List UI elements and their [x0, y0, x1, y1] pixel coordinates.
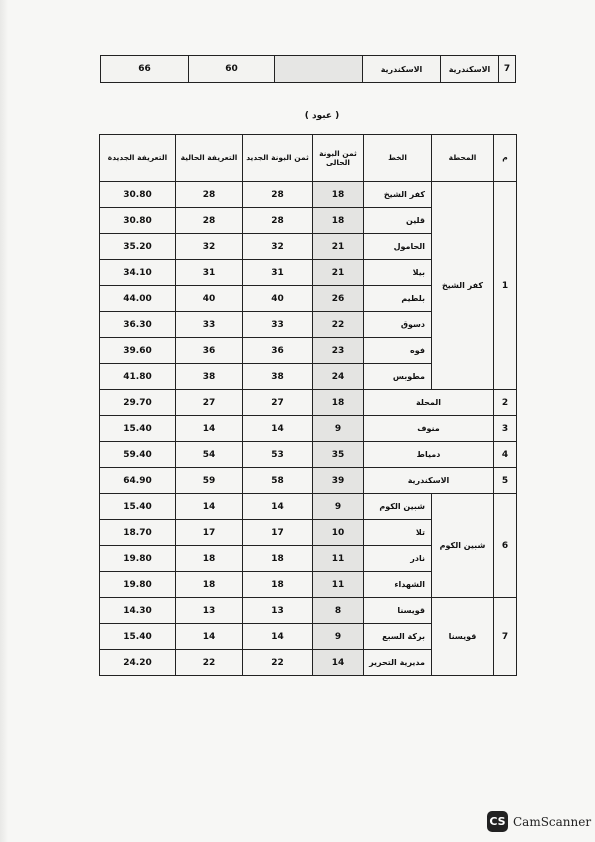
cell-line: بلطيم	[364, 286, 432, 312]
top-region-repeat: الاسكندرية	[441, 56, 499, 83]
cell-line: بيلا	[364, 260, 432, 286]
cell-current-tariff: 13	[176, 598, 243, 624]
cell-number: 7	[494, 598, 517, 676]
camscanner-watermark	[487, 811, 595, 833]
cell-new-ticket: 18	[243, 546, 313, 572]
cell-line: دسوق	[364, 312, 432, 338]
cell-new-ticket: 36	[243, 338, 313, 364]
top-new-tariff: 66	[101, 56, 189, 83]
cell-new-tariff: 30.80	[100, 208, 176, 234]
cell-new-ticket: 38	[243, 364, 313, 390]
cell-new-ticket: 17	[243, 520, 313, 546]
cell-new-tariff: 30.80	[100, 182, 176, 208]
cell-current-ticket: 35	[313, 442, 364, 468]
cell-current-ticket: 39	[313, 468, 364, 494]
cell-new-ticket: 18	[243, 572, 313, 598]
cell-new-tariff: 15.40	[100, 416, 176, 442]
cell-new-ticket: 14	[243, 416, 313, 442]
cell-current-ticket: 22	[313, 312, 364, 338]
header-number: م	[494, 135, 517, 182]
table-row	[100, 468, 517, 494]
camscanner-label: CamScanner	[513, 815, 592, 829]
cell-station: قويسنا	[432, 598, 494, 676]
cell-current-tariff: 22	[176, 650, 243, 676]
cell-current-ticket: 21	[313, 260, 364, 286]
cell-new-tariff: 14.30	[100, 598, 176, 624]
cell-new-ticket: 53	[243, 442, 313, 468]
header-current-ticket: ثمن البونة الحالى	[313, 135, 364, 182]
cell-current-tariff: 40	[176, 286, 243, 312]
cell-current-tariff: 14	[176, 624, 243, 650]
cell-current-ticket: 11	[313, 546, 364, 572]
table-row	[100, 390, 517, 416]
cell-station: شبين الكوم	[432, 494, 494, 598]
cell-number: 3	[494, 416, 517, 442]
cell-current-ticket: 18	[313, 208, 364, 234]
cell-new-tariff: 35.20	[100, 234, 176, 260]
cell-new-tariff: 59.40	[100, 442, 176, 468]
cell-current-tariff: 28	[176, 182, 243, 208]
table-row	[100, 442, 517, 468]
cell-current-tariff: 59	[176, 468, 243, 494]
header-new-ticket: ثمن البونة الجديد	[243, 135, 313, 182]
table-row	[100, 494, 517, 520]
cell-current-ticket: 26	[313, 286, 364, 312]
cell-current-tariff: 31	[176, 260, 243, 286]
cell-new-ticket: 32	[243, 234, 313, 260]
cell-current-ticket: 9	[313, 624, 364, 650]
cell-number: 4	[494, 442, 517, 468]
cell-current-tariff: 38	[176, 364, 243, 390]
cell-current-ticket: 9	[313, 416, 364, 442]
cell-current-tariff: 17	[176, 520, 243, 546]
cell-current-ticket: 23	[313, 338, 364, 364]
cell-line: بركة السبع	[364, 624, 432, 650]
cell-current-tariff: 36	[176, 338, 243, 364]
camscanner-logo-icon: CS	[487, 811, 508, 832]
cell-new-ticket: 13	[243, 598, 313, 624]
cell-new-tariff: 39.60	[100, 338, 176, 364]
cell-current-ticket: 18	[313, 390, 364, 416]
table-row	[100, 416, 517, 442]
section-subtitle: ( عبود )	[304, 111, 340, 121]
cell-new-tariff: 15.40	[100, 494, 176, 520]
cell-new-tariff: 24.20	[100, 650, 176, 676]
cell-station: المحلة	[364, 390, 494, 416]
cell-current-ticket: 11	[313, 572, 364, 598]
cell-line: قويسنا	[364, 598, 432, 624]
cell-station: كفر الشيخ	[432, 182, 494, 390]
cell-line: تلا	[364, 520, 432, 546]
cell-new-ticket: 31	[243, 260, 313, 286]
cell-new-tariff: 34.10	[100, 260, 176, 286]
table-header-row	[100, 135, 517, 182]
cell-new-tariff: 36.30	[100, 312, 176, 338]
cell-new-ticket: 58	[243, 468, 313, 494]
cell-number: 5	[494, 468, 517, 494]
cell-current-ticket: 9	[313, 494, 364, 520]
cell-station: منوف	[364, 416, 494, 442]
top-blank-cell	[275, 56, 363, 83]
top-region: الاسكندرية	[363, 56, 441, 83]
table-row	[100, 182, 517, 208]
header-current-tariff: التعريفة الحالية	[176, 135, 243, 182]
cell-current-tariff: 54	[176, 442, 243, 468]
header-line: الخط	[364, 135, 432, 182]
table-row	[100, 598, 517, 624]
cell-new-tariff: 19.80	[100, 572, 176, 598]
cell-new-tariff: 44.00	[100, 286, 176, 312]
cell-current-ticket: 8	[313, 598, 364, 624]
cell-line: شبين الكوم	[364, 494, 432, 520]
cell-current-tariff: 33	[176, 312, 243, 338]
cell-line: مديرية التحرير	[364, 650, 432, 676]
cell-line: فوه	[364, 338, 432, 364]
cell-new-tariff: 64.90	[100, 468, 176, 494]
cell-current-tariff: 32	[176, 234, 243, 260]
top-row-number: 7	[499, 56, 516, 83]
cell-current-tariff: 27	[176, 390, 243, 416]
cell-new-ticket: 14	[243, 624, 313, 650]
cell-current-ticket: 14	[313, 650, 364, 676]
cell-new-tariff: 15.40	[100, 624, 176, 650]
top-price: 60	[189, 56, 275, 83]
cell-new-tariff: 19.80	[100, 546, 176, 572]
cell-new-tariff: 18.70	[100, 520, 176, 546]
cell-current-tariff: 18	[176, 546, 243, 572]
cell-current-tariff: 14	[176, 494, 243, 520]
cell-new-ticket: 28	[243, 208, 313, 234]
cell-line: كفر الشيخ	[364, 182, 432, 208]
cell-new-tariff: 29.70	[100, 390, 176, 416]
cell-line: الحامول	[364, 234, 432, 260]
cell-number: 2	[494, 390, 517, 416]
cell-current-tariff: 28	[176, 208, 243, 234]
cell-new-ticket: 33	[243, 312, 313, 338]
cell-new-tariff: 41.80	[100, 364, 176, 390]
top-continuation-row	[100, 55, 516, 83]
cell-new-ticket: 27	[243, 390, 313, 416]
cell-new-ticket: 22	[243, 650, 313, 676]
cell-new-ticket: 14	[243, 494, 313, 520]
cell-number: 6	[494, 494, 517, 598]
cell-line: قلين	[364, 208, 432, 234]
cell-current-ticket: 10	[313, 520, 364, 546]
cell-line: مطوبس	[364, 364, 432, 390]
cell-new-ticket: 40	[243, 286, 313, 312]
cell-current-tariff: 18	[176, 572, 243, 598]
cell-current-tariff: 14	[176, 416, 243, 442]
cell-station: الاسكندرية	[364, 468, 494, 494]
cell-new-ticket: 28	[243, 182, 313, 208]
cell-number: 1	[494, 182, 517, 390]
cell-current-ticket: 18	[313, 182, 364, 208]
cell-line: الشهداء	[364, 572, 432, 598]
cell-line: نادر	[364, 546, 432, 572]
cell-station: دمياط	[364, 442, 494, 468]
page-edge-shadow	[0, 0, 8, 842]
header-station: المحطة	[432, 135, 494, 182]
cell-current-ticket: 24	[313, 364, 364, 390]
header-new-tariff: التعريفة الجديدة	[100, 135, 176, 182]
cell-current-ticket: 21	[313, 234, 364, 260]
tariff-table	[99, 134, 517, 676]
